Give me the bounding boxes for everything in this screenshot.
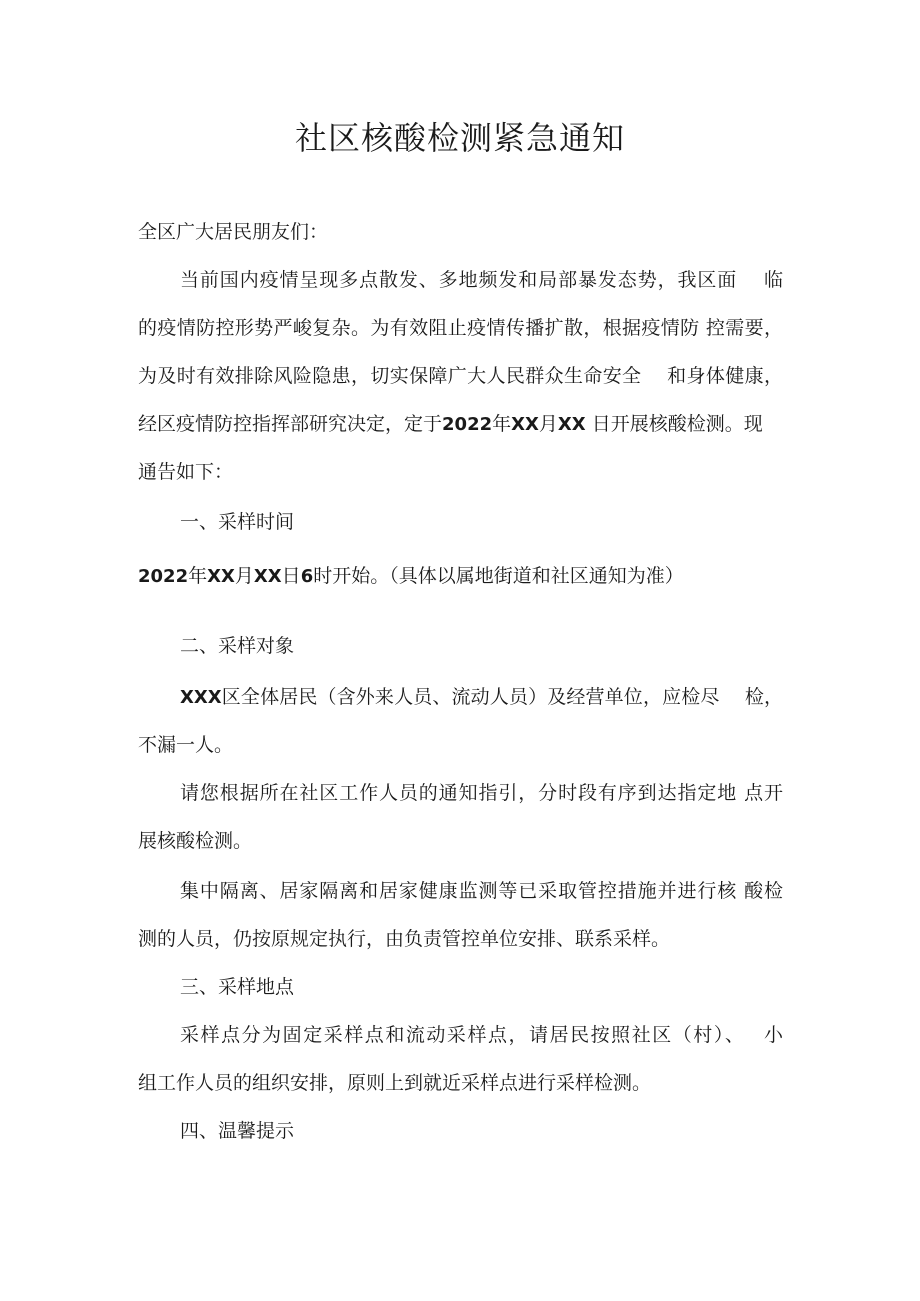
quarantine-line-2: 测的人员，仍按原规定执行，由负责管控单位安排、联系采样。 — [138, 928, 671, 950]
intro-text-b: 年 — [492, 413, 512, 435]
intro-text-a: 经区疫情防控指挥部研究决定，定于 — [138, 413, 443, 435]
document-title: 社区核酸检测紧急通知 — [294, 119, 625, 157]
sampling-time — [138, 562, 684, 591]
target-line-2: 不漏一人。 — [138, 734, 234, 756]
target-text: 区全体居民（含外来人员、流动人员）及经营单位，应检尽 检， — [221, 686, 783, 708]
intro-line-4 — [138, 410, 763, 439]
section2-heading: 二、采样对象 — [180, 635, 295, 657]
time-text-e: 时开始。（具体以属地街道和社区通知为准） — [313, 565, 684, 587]
intro-line-2: 的疫情防控形势严峻复杂。为有效阻止疫情传播扩散，根据疫情防 控需要， — [138, 317, 783, 339]
intro-line-3: 为及时有效排除风险隐患，切实保障广大人民群众生命安全 和身体健康， — [138, 365, 783, 387]
salutation: 全区广大居民朋友们： — [138, 221, 329, 243]
guide-line-2: 展核酸检测。 — [138, 830, 253, 852]
intro-line-1: 当前国内疫情呈现多点散发、多地频发和局部暴发态势，我区面 临 — [180, 269, 783, 291]
section3-heading: 三、采样地点 — [180, 976, 295, 998]
time-hour: 6 — [300, 566, 314, 587]
target-line-1 — [180, 683, 783, 712]
quarantine-line-1: 集中隔离、居家隔离和居家健康监测等已采取管控措施并进行核 酸检 — [180, 880, 783, 902]
guide-line-1: 请您根据所在社区工作人员的通知指引，分时段有序到达指定地 点开 — [180, 782, 783, 804]
time-day: XX — [253, 566, 282, 587]
time-text-c: 月 — [234, 565, 254, 587]
location-line-2: 组工作人员的组织安排，原则上到就近采样点进行采样检测。 — [138, 1072, 652, 1094]
intro-text-d: 日开展核酸检测。现 — [585, 413, 763, 435]
section1-heading: 一、采样时间 — [180, 511, 295, 533]
time-text-d: 日 — [281, 565, 301, 587]
intro-text-c: 月 — [538, 413, 558, 435]
intro-day: XX — [557, 414, 586, 435]
intro-year: 2022 — [442, 414, 493, 435]
location-line-1: 采样点分为固定采样点和流动采样点，请居民按照社区（村）、 小 — [180, 1024, 783, 1046]
intro-month: XX — [511, 414, 539, 435]
time-month: XX — [207, 566, 235, 587]
intro-line-5: 通告如下： — [138, 461, 234, 483]
time-year: 2022 — [138, 566, 189, 587]
district-name: XXX — [180, 687, 222, 708]
section4-heading: 四、温馨提示 — [180, 1120, 295, 1142]
time-text-b: 年 — [188, 565, 208, 587]
